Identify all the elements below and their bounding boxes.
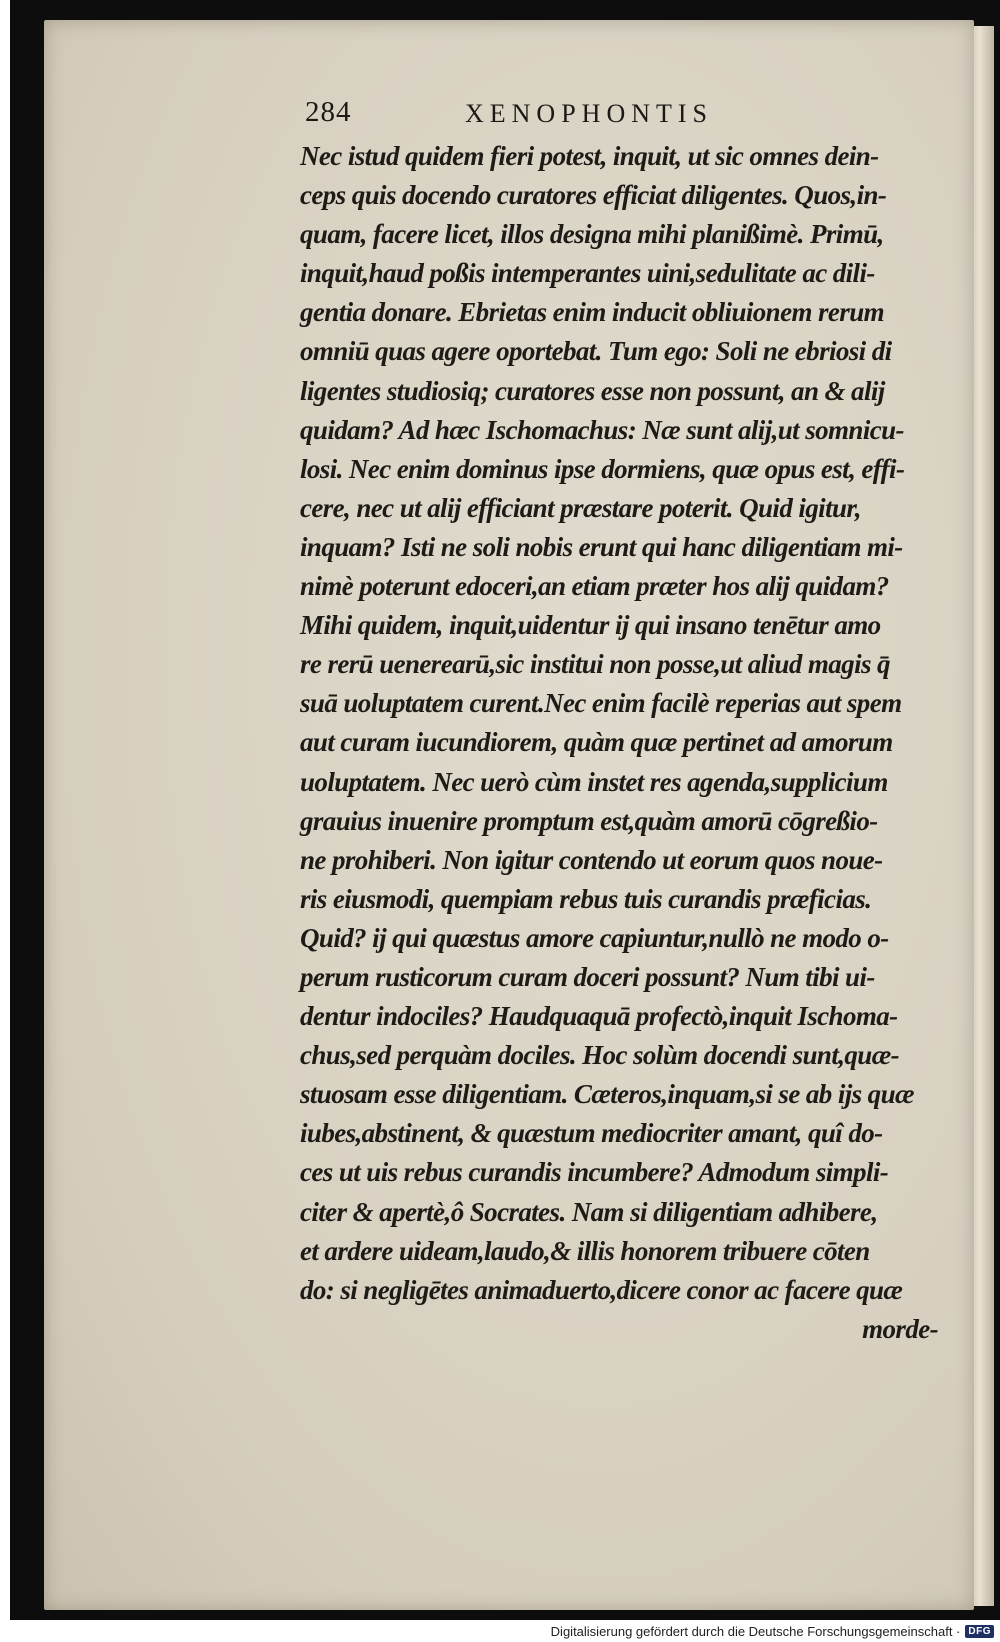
- text-line: chus,sed perquàm dociles. Hoc solùm docendi sunt,quæ-: [300, 1040, 899, 1071]
- text-line: do: si negligētes animaduerto,dicere conor ac facere quæ: [300, 1274, 903, 1305]
- text-line: omniū quas agere oportebat. Tum ego: Soli ne ebriosi di: [300, 336, 892, 367]
- body-text: [300, 137, 950, 1349]
- text-line: suā uoluptatem curent.Nec enim facilè reperias aut spem: [300, 688, 902, 719]
- text-line: dentur indociles? Haudquaquā profectò,inquit Ischoma-: [300, 1001, 898, 1032]
- text-line: Quid? ij qui quæstus amore capiuntur,nullò ne modo o-: [300, 922, 889, 953]
- catchword: morde-: [862, 1313, 938, 1344]
- text-line: iubes,abstinent, & quæstum mediocriter amant, quî do-: [300, 1118, 883, 1149]
- text-line: perum rusticorum curam doceri possunt? Num tibi ui-: [300, 961, 875, 992]
- text-line: inquit,haud poßis intemperantes uini,sedulitate ac dili-: [300, 258, 875, 289]
- text-line: ceps quis docendo curatores efficiat diligentes. Quos,in-: [300, 180, 887, 211]
- text-line: citer & apertè,ô Socrates. Nam si diligentiam adhibere,: [300, 1196, 878, 1227]
- text-line: et ardere uideam,laudo,& illis honorem tribuere cōten: [300, 1235, 870, 1266]
- funding-footer: [551, 1622, 994, 1640]
- text-line: Mihi quidem, inquit,uidentur ij qui insano tenētur amo: [300, 610, 881, 641]
- text-line: ne prohiberi. Non igitur contendo ut eorum quos noue-: [300, 844, 883, 875]
- text-line: uoluptatem. Nec uerò cùm instet res agenda,supplicium: [300, 766, 888, 797]
- text-line: quidam? Ad hæc Ischomachus: Næ sunt alij,ut somnicu-: [300, 414, 904, 445]
- page-number: 284: [305, 96, 352, 128]
- page-header: [305, 96, 775, 132]
- dfg-logo: DFG: [965, 1625, 994, 1638]
- text-line: gentia donare. Ebrietas enim inducit obliuionem rerum: [300, 297, 885, 328]
- text-line: ris eiusmodi, quempiam rebus tuis curandis præficias.: [300, 883, 872, 914]
- text-line: ligentes studiosiq; curatores esse non possunt, an & alij: [300, 375, 885, 406]
- text-line: ces ut uis rebus curandis incumbere? Admodum simpli-: [300, 1157, 889, 1188]
- text-line: Nec istud quidem fieri potest, inquit, ut sic omnes dein-: [300, 141, 879, 171]
- text-line: quam, facere licet, illos designa mihi planißimè. Primū,: [300, 219, 884, 250]
- text-line: aut curam iucundiorem, quàm quæ pertinet ad amorum: [300, 727, 893, 758]
- text-line: cere, nec ut alij efficiant præstare poterit. Quid igitur,: [300, 492, 861, 523]
- text-line: inquam? Isti ne soli nobis erunt qui hanc diligentiam mi-: [300, 531, 903, 562]
- text-line: stuosam esse diligentiam. Cæteros,inquam,si se ab ijs quæ: [300, 1079, 914, 1110]
- text-line: losi. Nec enim dominus ipse dormiens, quæ opus est, effi-: [300, 453, 905, 484]
- funding-note: Digitalisierung gefördert durch die Deutsche Forschungsgemeinschaft ·: [550, 1623, 961, 1639]
- text-line: re rerū uenerearū,sic institui non posse,ut aliud magis q̄: [300, 649, 890, 680]
- running-title: XENOPHONTIS: [465, 99, 713, 128]
- text-line: nimè poterunt edoceri,an etiam præter hos alij quidam?: [300, 571, 889, 602]
- text-line: grauius inuenire promptum est,quàm amorū cōgreßio-: [300, 805, 878, 836]
